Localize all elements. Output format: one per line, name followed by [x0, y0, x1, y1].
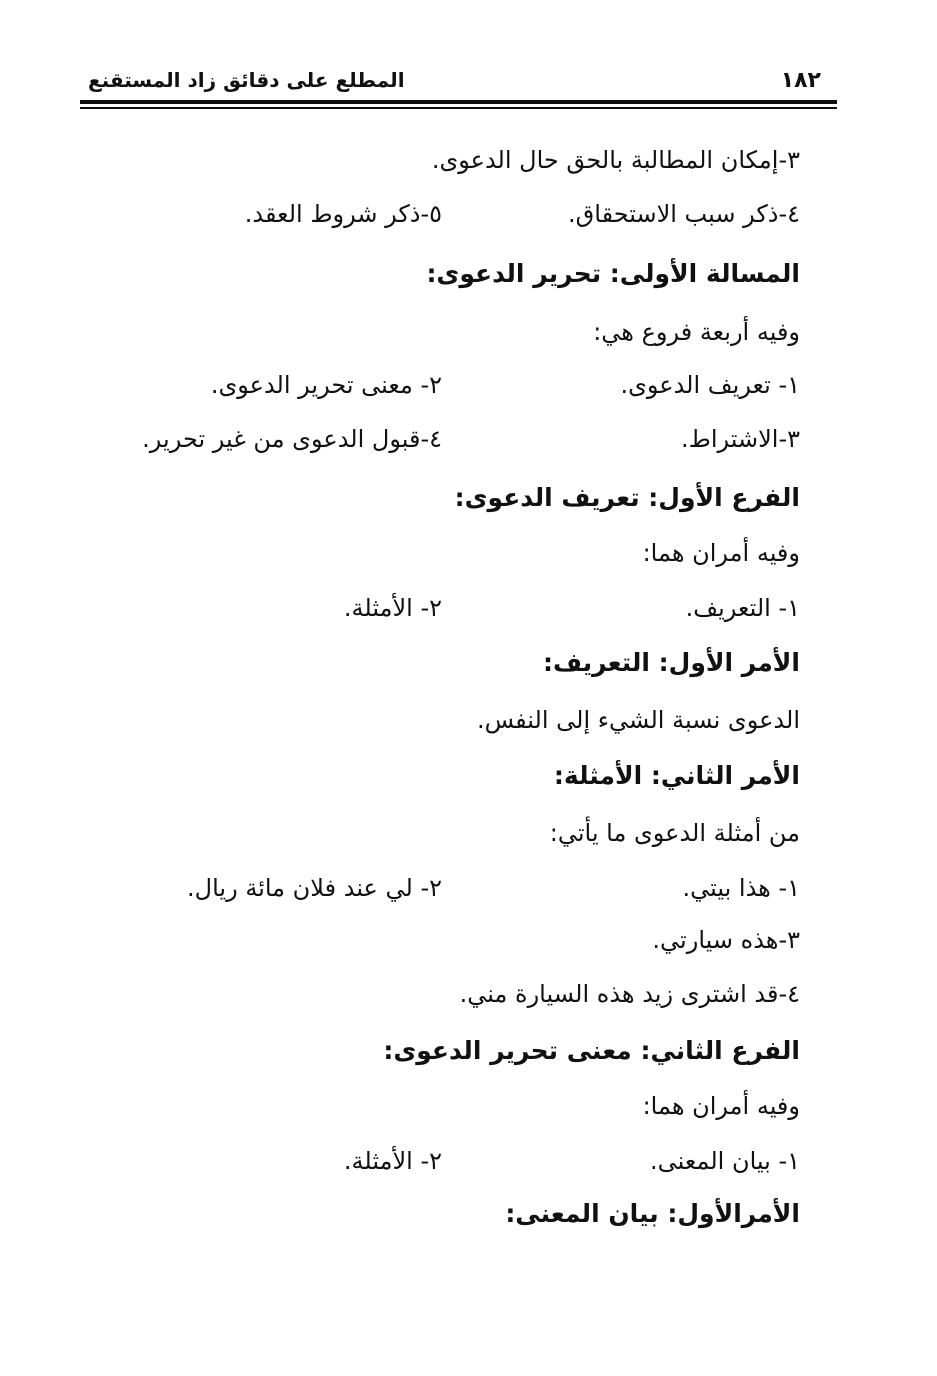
line-text: ٤-قد اشترى زيد هذه السيارة مني.	[459, 980, 800, 1008]
line-text-left: ٢- الأمثلة.	[343, 1147, 442, 1175]
heading-text: المسالة الأولى: تحرير الدعوى:	[426, 259, 800, 288]
header-rule-thin	[80, 107, 837, 109]
line-text-left: ٥-ذكر شروط العقد.	[244, 200, 442, 228]
line-text: ٣-هذه سيارتي.	[652, 926, 800, 954]
heading-text: الأمر الثاني: الأمثلة:	[553, 761, 800, 790]
line-text-right: ١- هذا بيتي.	[682, 874, 800, 902]
book-title: المطلع على دقائق زاد المستقنع	[88, 68, 405, 92]
line-text-left: ٢- معنى تحرير الدعوى.	[210, 371, 442, 399]
header-rule-thick	[80, 100, 837, 104]
running-header	[80, 68, 837, 98]
line-text-right: ٤-ذكر سبب الاستحقاق.	[568, 200, 800, 228]
line-text-right: ١- التعريف.	[685, 594, 800, 622]
line-text: وفيه أمران هما:	[642, 1092, 800, 1120]
heading-text: الفرع الثاني: معنى تحرير الدعوى:	[383, 1036, 800, 1065]
heading-text: الأمرالأول: بيان المعنى:	[505, 1199, 800, 1228]
line-text: الدعوى نسبة الشيء إلى النفس.	[476, 706, 800, 734]
heading-text: الأمر الأول: التعريف:	[542, 648, 800, 677]
page-number: ١٨٢	[780, 68, 821, 93]
heading-text: الفرع الأول: تعريف الدعوى:	[454, 483, 800, 512]
line-text-right: ١- بيان المعنى.	[650, 1147, 800, 1175]
line-text: وفيه أمران هما:	[642, 539, 800, 567]
line-text: ٣-إمكان المطالبة بالحق حال الدعوى.	[431, 146, 800, 174]
line-text: من أمثلة الدعوى ما يأتي:	[549, 819, 800, 847]
line-text: وفيه أربعة فروع هي:	[593, 318, 800, 346]
line-text-left: ٢- الأمثلة.	[343, 594, 442, 622]
line-text-right: ٣-الاشتراط.	[681, 425, 800, 453]
line-text-right: ١- تعريف الدعوى.	[620, 371, 800, 399]
line-text-left: ٤-قبول الدعوى من غير تحرير.	[142, 425, 442, 453]
line-text-left: ٢- لي عند فلان مائة ريال.	[187, 874, 442, 902]
